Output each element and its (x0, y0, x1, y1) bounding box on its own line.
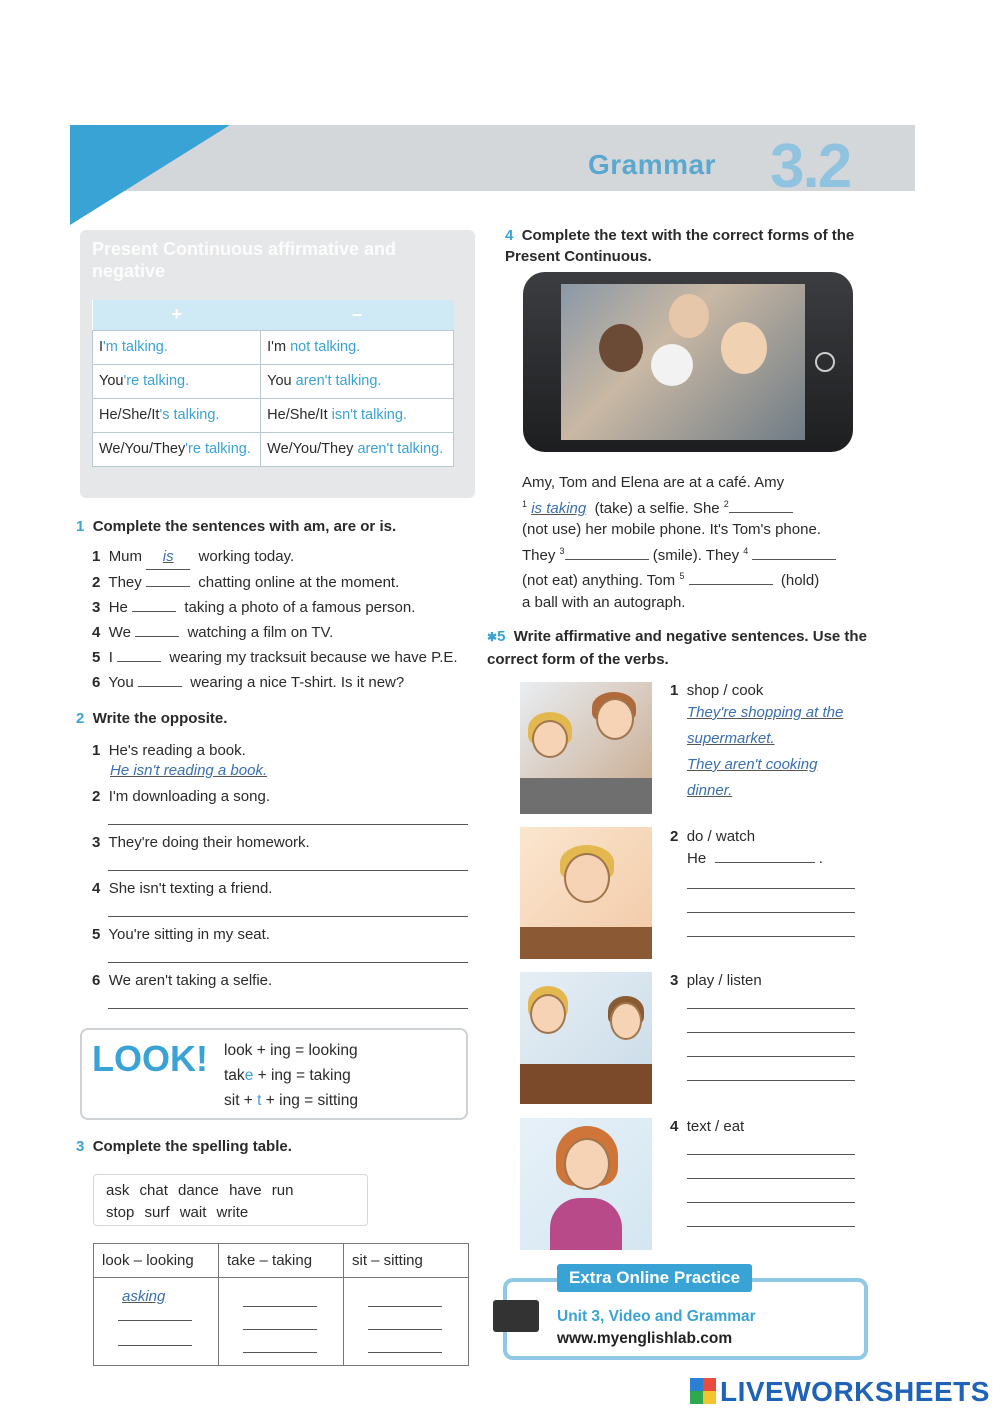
boy-face (610, 1002, 642, 1040)
affirmative-cell: I'm talking. (93, 330, 261, 364)
desk (520, 927, 652, 959)
list-item: 2 do / watch (670, 828, 756, 845)
kid-face (721, 322, 767, 374)
answer-line[interactable] (108, 962, 468, 963)
look-box (80, 1028, 468, 1120)
answer-blank[interactable] (146, 586, 190, 587)
answer-blank[interactable] (752, 559, 836, 560)
answer-blank[interactable] (132, 611, 176, 612)
home-button-icon (815, 352, 835, 372)
list-item: 2 I'm downloading a song. (92, 788, 270, 805)
shopping-illustration (520, 682, 652, 814)
answer-blank[interactable] (689, 584, 773, 585)
answer-line[interactable] (687, 1178, 855, 1179)
list-item: 1 shop / cook (670, 682, 764, 699)
grammar-row (93, 432, 454, 466)
list-item: 1 He's reading a book. (92, 742, 246, 759)
example-answer: is taking (531, 499, 587, 517)
ex3-heading: 3 Complete the spelling table. (76, 1138, 292, 1155)
grammar-row (93, 364, 454, 398)
girl-face (530, 994, 566, 1034)
column-header: sit – sitting (344, 1244, 469, 1278)
answer-line[interactable] (687, 1056, 855, 1057)
answer-line[interactable] (368, 1306, 442, 1307)
grammar-row (93, 330, 454, 364)
answer-line[interactable] (687, 1226, 855, 1227)
ex5-heading: ✱5 Write affirmative and negative sentences. Use the correct form of the verbs. (487, 628, 867, 668)
answer-line[interactable] (687, 888, 855, 889)
selfie-image (561, 284, 805, 440)
extra-practice-unit: Unit 3, Video and Grammar (557, 1308, 756, 1325)
affirmative-cell: You're talking. (93, 364, 261, 398)
sentence-starter: He . (687, 850, 823, 867)
page-title: Grammar (588, 149, 717, 180)
answer-line[interactable] (108, 824, 468, 825)
girl-body (550, 1198, 622, 1250)
unit-number: 3.2 (770, 132, 851, 201)
liveworksheets-logo-icon (690, 1378, 716, 1404)
ball (651, 344, 693, 386)
liveworksheets-watermark: LIVEWORKSHEETS (690, 1376, 990, 1408)
extra-practice-box (503, 1268, 868, 1360)
answer-blank[interactable] (138, 686, 182, 687)
grammar-row (93, 398, 454, 432)
column-header: look – looking (94, 1244, 219, 1278)
list-item: 3 He taking a photo of a famous person. (92, 599, 416, 616)
ex4-heading: 4 Complete the text with the correct forms of the Present Continuous. (505, 227, 855, 265)
boy-face (596, 698, 634, 740)
answer-line[interactable] (687, 1154, 855, 1155)
extra-practice-tab: Extra Online Practice (557, 1264, 752, 1292)
ex4-text: Amy, Tom and Elena are at a café. Amy $^1$ is taking (take) a selfie. She $^2$ (not use) her mobile phone. It's Tom's phone. They $^3$ (smile). They $^4$ (not eat) anything. Tom $^5$ (hold) a ball with an autograph. (522, 472, 867, 613)
answer-blank[interactable]: is (146, 544, 190, 570)
answer-line[interactable] (687, 1202, 855, 1203)
affirmative-cell: He/She/It's talking. (93, 398, 261, 432)
trolley (520, 778, 652, 814)
girl-face (564, 1138, 610, 1190)
banner-accent (70, 125, 230, 225)
list-item: 3 They're doing their homework. (92, 834, 310, 851)
answer-blank[interactable] (117, 661, 161, 662)
ex2-heading: 2 Write the opposite. (76, 710, 228, 727)
list-item: 5 I wearing my tracksuit because we have P.E. (92, 649, 458, 666)
negative-header: – (261, 300, 454, 330)
grammar-box-title: Present Continuous affirmative and negative (92, 239, 397, 281)
spelling-cell[interactable] (219, 1278, 344, 1366)
list-item: 4 She isn't texting a friend. (92, 880, 273, 897)
negative-cell: You aren't talking. (261, 364, 454, 398)
answer-line[interactable] (368, 1329, 442, 1330)
answer-line[interactable] (108, 916, 468, 917)
spelling-table (93, 1243, 469, 1366)
list-item: 6 You wearing a nice T-shirt. Is it new? (92, 674, 405, 691)
answer-blank[interactable] (565, 559, 649, 560)
extra-practice-url[interactable]: www.myenglishlab.com (557, 1330, 733, 1347)
answer-line[interactable] (108, 1008, 468, 1009)
negative-cell: I'm not talking. (261, 330, 454, 364)
list-item: 4 text / eat (670, 1118, 745, 1135)
grammar-table (92, 300, 454, 467)
answer-blank[interactable] (729, 512, 793, 513)
answer-line[interactable] (687, 1008, 855, 1009)
texting-illustration (520, 1118, 652, 1250)
list-item: 2 They chatting online at the moment. (92, 574, 400, 591)
spelling-cell[interactable] (344, 1278, 469, 1366)
answer-line[interactable] (118, 1345, 192, 1346)
homework-illustration (520, 827, 652, 959)
chess-illustration (520, 972, 652, 1104)
laptop-icon (493, 1300, 539, 1332)
ex1-heading: 1 Complete the sentences with am, are or is. (76, 518, 397, 535)
column-header: take – taking (219, 1244, 344, 1278)
answer-line[interactable] (243, 1306, 317, 1307)
affirmative-cell: We/You/They're talking. (93, 432, 261, 466)
example-answer: asking (122, 1288, 166, 1305)
kid-face (669, 294, 709, 338)
negative-cell: We/You/They aren't talking. (261, 432, 454, 466)
answer-line[interactable] (243, 1329, 317, 1330)
answer-line[interactable] (687, 936, 855, 937)
list-item: 4 We watching a film on TV. (92, 624, 334, 641)
answer-line[interactable] (368, 1352, 442, 1353)
answer-blank[interactable] (715, 862, 815, 863)
word-box: ask chat dance have run stop surf wait write (93, 1174, 368, 1226)
answer-line[interactable] (687, 1080, 855, 1081)
list-item: 6 We aren't taking a selfie. (92, 972, 273, 989)
look-logo: LOOK! (92, 1038, 208, 1079)
spelling-cell[interactable] (94, 1278, 219, 1366)
answer-line[interactable] (687, 1032, 855, 1033)
look-rules: look + ing = looking take + ing = taking sit + t + ing = sitting (224, 1042, 358, 1109)
girl-face (532, 720, 568, 758)
answer-line[interactable] (118, 1320, 192, 1321)
grammar-box (80, 230, 475, 498)
answer-blank[interactable] (135, 636, 179, 637)
answer-line[interactable] (687, 912, 855, 913)
ex1-list (92, 544, 492, 695)
boy-face (564, 853, 610, 903)
example-answer: He isn't reading a book. (110, 762, 268, 779)
answer-line[interactable] (243, 1352, 317, 1353)
table (520, 1064, 652, 1104)
list-item: 3 play / listen (670, 972, 762, 989)
answer-line[interactable] (108, 870, 468, 871)
list-item: 1 Mum is working today. (92, 544, 492, 570)
list-item: 5 You're sitting in my seat. (92, 926, 270, 943)
affirmative-header: + (93, 300, 261, 330)
header-banner (70, 125, 915, 225)
example-answer: They're shopping at the supermarket. They aren't cooking dinner. (687, 704, 844, 799)
kid-face (599, 324, 643, 372)
negative-cell: He/She/It isn't talking. (261, 398, 454, 432)
phone-photo (523, 272, 853, 452)
